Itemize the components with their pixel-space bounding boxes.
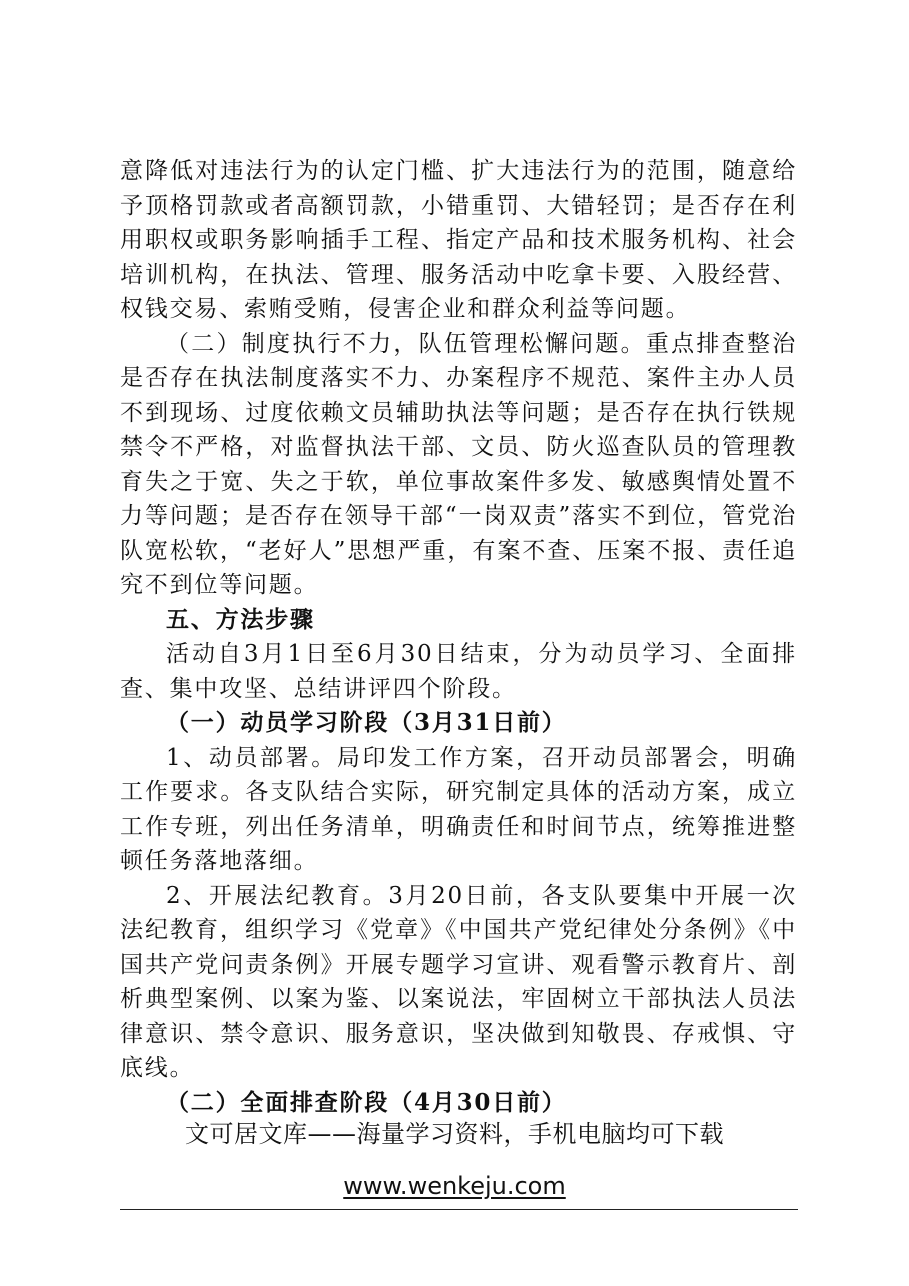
footer-url-link[interactable]: www.wenkeju.com [343, 1172, 566, 1200]
footer-slogan: 文可居文库——海量学习资料，手机电脑均可下载 [185, 1120, 724, 1148]
footer-divider [120, 1209, 798, 1210]
paragraph-continuation: 意降低对违法行为的认定门槛、扩大违法行为的范围，随意给予顶格罚款或者高额罚款，小错重罚、大错轻罚；是否存在利用职权或职务影响插手工程、指定产品和技术服务机构、社会培训机构，在执法、管理、服务活动中吃拿卡要、入股经营、权钱交易、索贿受贿，侵害企业和群众利益等问题。 [120, 158, 797, 322]
footer-url-container [0, 1172, 909, 1200]
paragraph-institution-issues: （二）制度执行不力，队伍管理松懈问题。重点排查整治是否存在执法制度落实不力、办案程序不规范、案件主办人员不到现场、过度依赖文员辅助执法等问题；是否存在执行铁规禁令不严格，对监督执法干部、文员、防火巡查队员的管理教育失之于宽、失之于软，单位事故案件多发、敏感舆情处置不力等问题；是否存在领导干部“一岗双责”落实不到位，管党治队宽松软，“老好人”思想严重，有案不查、压案不报、责任追究不到位等问题。 [120, 330, 797, 598]
paragraph-legal-education: 2、开展法纪教育。3月20日前，各支队要集中开展一次法纪教育，组织学习《党章》《中国共产党纪律处分条例》《中国共产党问责条例》开展专题学习宣讲、观看警示教育片、剖析典型案例、以案为鉴、以案说法，牢固树立干部执法人员法律意识、禁令意识、服务意识，坚决做到知敬畏、存戒惧、守底线。 [120, 882, 797, 1081]
subheading-investigation-stage: （二）全面排查阶段（4月30日前） [166, 1088, 567, 1116]
section-heading-methods: 五、方法步骤 [166, 606, 315, 633]
subheading-mobilization-stage: （一）动员学习阶段（3月31日前） [166, 709, 567, 736]
paragraph-mobilization: 1、动员部署。局印发工作方案，召开动员部署会，明确工作要求。各支队结合实际，研究制定具体的活动方案，成立工作专班，列出任务清单，明确责任和时间节点，统筹推进整顿任务落地落细。 [120, 744, 797, 874]
paragraph-schedule: 活动自3月1日至6月30日结束，分为动员学习、全面排查、集中攻坚、总结讲评四个阶段。 [120, 641, 797, 702]
document-body [120, 154, 797, 1120]
